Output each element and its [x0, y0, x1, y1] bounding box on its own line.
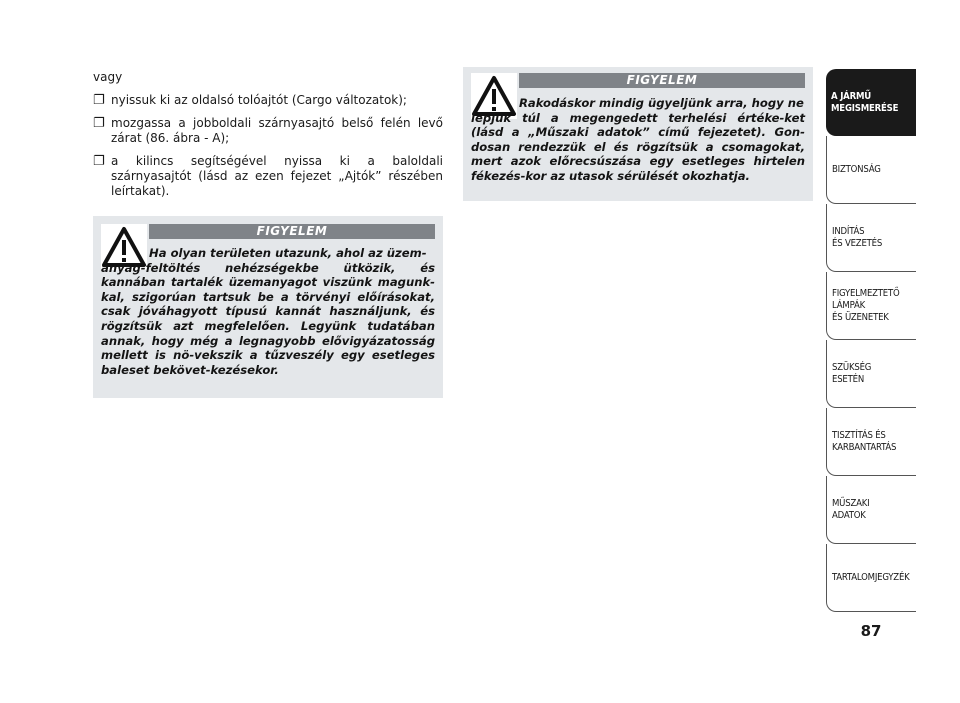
tab-vehicle-overview[interactable] — [826, 69, 916, 136]
warning-text — [101, 246, 435, 377]
intro-vagy: vagy — [93, 70, 123, 84]
tab-label: SZÜKSÉG ESETÉN — [832, 361, 872, 385]
tab-maintenance[interactable] — [826, 408, 916, 476]
warning-box-fuel — [93, 216, 443, 398]
tab-label: TISZTÍTÁS ÉS KARBANTARTÁS — [832, 429, 897, 453]
warning-first-line: Ha olyan területen utazunk, ahol az üzem- — [149, 246, 427, 260]
warning-body: lépjük túl a megengedett terhelési értéke-ket (lásd a „Műszaki adatok” című fejezetet). Gon-dosan rendezzük el és rögzítsük a csomagokat, mert azok előrecsúszása egy esetleges hirtelen fékezés-kor az utasok sérülését okozhatja. — [471, 110, 805, 183]
checkbox-bullet-icon: ❐ — [93, 93, 105, 108]
tab-technical-data[interactable] — [826, 476, 916, 544]
tab-contents[interactable] — [826, 544, 916, 612]
bullet-text: mozgassa a jobboldali szárnyasajtó belső felén levő zárat (86. ábra - A); — [111, 116, 443, 145]
warning-title: FIGYELEM — [149, 224, 435, 239]
tab-warning-lights[interactable] — [826, 272, 916, 340]
intro-section — [93, 70, 443, 207]
warning-text — [471, 96, 805, 184]
bullet-item — [93, 93, 443, 108]
tab-label: INDÍTÁS ÉS VEZETÉS — [832, 225, 883, 249]
tab-emergency[interactable] — [826, 340, 916, 408]
warning-title: FIGYELEM — [519, 73, 805, 88]
chapter-sidebar — [826, 69, 916, 613]
tab-label: MŰSZAKI ADATOK — [832, 497, 870, 521]
checkbox-bullet-icon: ❐ — [93, 116, 105, 131]
bullet-text: nyissuk ki az oldalsó tolóajtót (Cargo változatok); — [111, 93, 407, 107]
tab-label: FIGYELMEZTETŐ LÁMPÁK ÉS ÜZENETEK — [832, 287, 900, 323]
checkbox-bullet-icon: ❐ — [93, 154, 105, 169]
warning-box-loading — [463, 67, 813, 201]
warning-first-line: Rakodáskor mindig ügyeljünk arra, hogy ne — [519, 96, 804, 110]
tab-label: BIZTONSÁG — [832, 163, 881, 175]
tab-safety[interactable] — [826, 136, 916, 204]
page-number: 87 — [860, 622, 882, 640]
tab-label: A JÁRMŰ MEGISMERÉSE — [831, 90, 899, 114]
tab-starting-driving[interactable] — [826, 204, 916, 272]
bullet-item — [93, 116, 443, 146]
bullet-text: a kilincs segítségével nyissa ki a baloldali szárnyasajtót (lásd az ezen fejezet „Ajtók” részében leírtakat). — [111, 154, 443, 198]
bullet-item — [93, 154, 443, 199]
tab-label: TARTALOMJEGYZÉK — [832, 571, 910, 583]
warning-body: anyag-feltöltés nehézségekbe ütközik, és kannában tartalék üzemanyagot viszünk magunk-kal, szigorúan tartsuk be a törvényi előírásokat, csak jóváhagyott típusú kannát használjunk, és rögzítsük azt megfelelően. Legyünk tudatában annak, hogy még a legnagyobb elővigyázatosság mellett is nö-vekszik a tűzveszély egy esetleges baleset bekövet-kezésekor. — [101, 260, 435, 377]
